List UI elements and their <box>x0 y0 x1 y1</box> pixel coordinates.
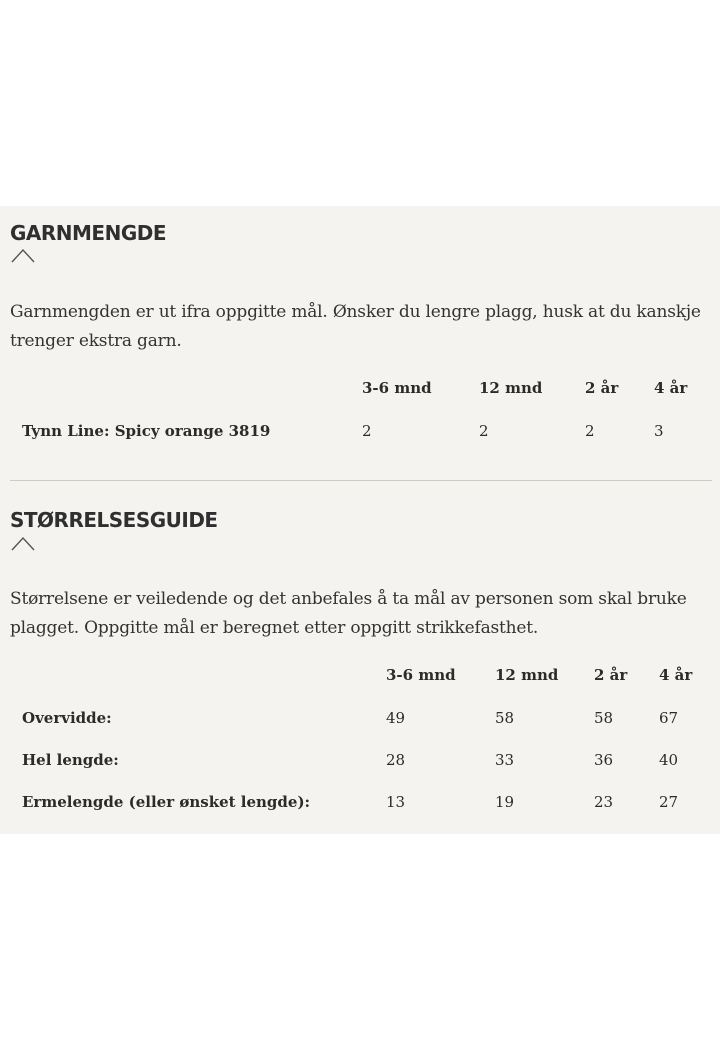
yarn-row-value: 2 <box>585 422 595 440</box>
chevron-up-icon[interactable] <box>10 248 36 264</box>
section-divider <box>10 480 712 481</box>
size-row-label-sleeve: Ermelengde (eller ønsket lengde): <box>22 793 311 811</box>
size-header-3: 2 år <box>594 666 628 684</box>
chevron-up-icon[interactable] <box>10 536 36 552</box>
yarn-header-size-3: 2 år <box>585 379 619 397</box>
size-guide-section-title[interactable]: STØRRELSESGUIDE <box>10 508 218 532</box>
size-row-value: 33 <box>495 751 515 769</box>
size-row-value: 23 <box>594 793 614 811</box>
yarn-row-label: Tynn Line: Spicy orange 3819 <box>22 422 271 440</box>
size-row-value: 49 <box>386 709 406 727</box>
size-row-value: 13 <box>386 793 406 811</box>
size-header-2: 12 mnd <box>495 666 559 684</box>
yarn-description: Garnmengden er ut ifra oppgitte mål. Ønsker du lengre plagg, husk at du kanskje trenger ekstra garn. <box>10 302 701 351</box>
size-row-value: 36 <box>594 751 614 769</box>
yarn-row-value: 3 <box>654 422 664 440</box>
size-guide-description: Størrelsene er veiledende og det anbefales å ta mål av personen som skal bruke plagget. Oppgitte mål er beregnet etter oppgitt strikkefasthet. <box>10 589 687 638</box>
size-row-value: 40 <box>659 751 679 769</box>
yarn-row-value: 2 <box>362 422 372 440</box>
size-row-value: 19 <box>495 793 515 811</box>
yarn-section-title[interactable]: GARNMENGDE <box>10 221 167 245</box>
yarn-row-value: 2 <box>479 422 489 440</box>
size-row-label-chest: Overvidde: <box>22 709 112 727</box>
yarn-header-size-2: 12 mnd <box>479 379 543 397</box>
size-row-value: 27 <box>659 793 679 811</box>
yarn-header-size-1: 3-6 mnd <box>362 379 432 397</box>
yarn-header-size-4: 4 år <box>654 379 688 397</box>
size-row-value: 58 <box>495 709 515 727</box>
size-row-value: 28 <box>386 751 406 769</box>
size-header-4: 4 år <box>659 666 693 684</box>
size-row-value: 67 <box>659 709 679 727</box>
size-row-value: 58 <box>594 709 614 727</box>
size-header-1: 3-6 mnd <box>386 666 456 684</box>
size-row-label-length: Hel lengde: <box>22 751 119 769</box>
